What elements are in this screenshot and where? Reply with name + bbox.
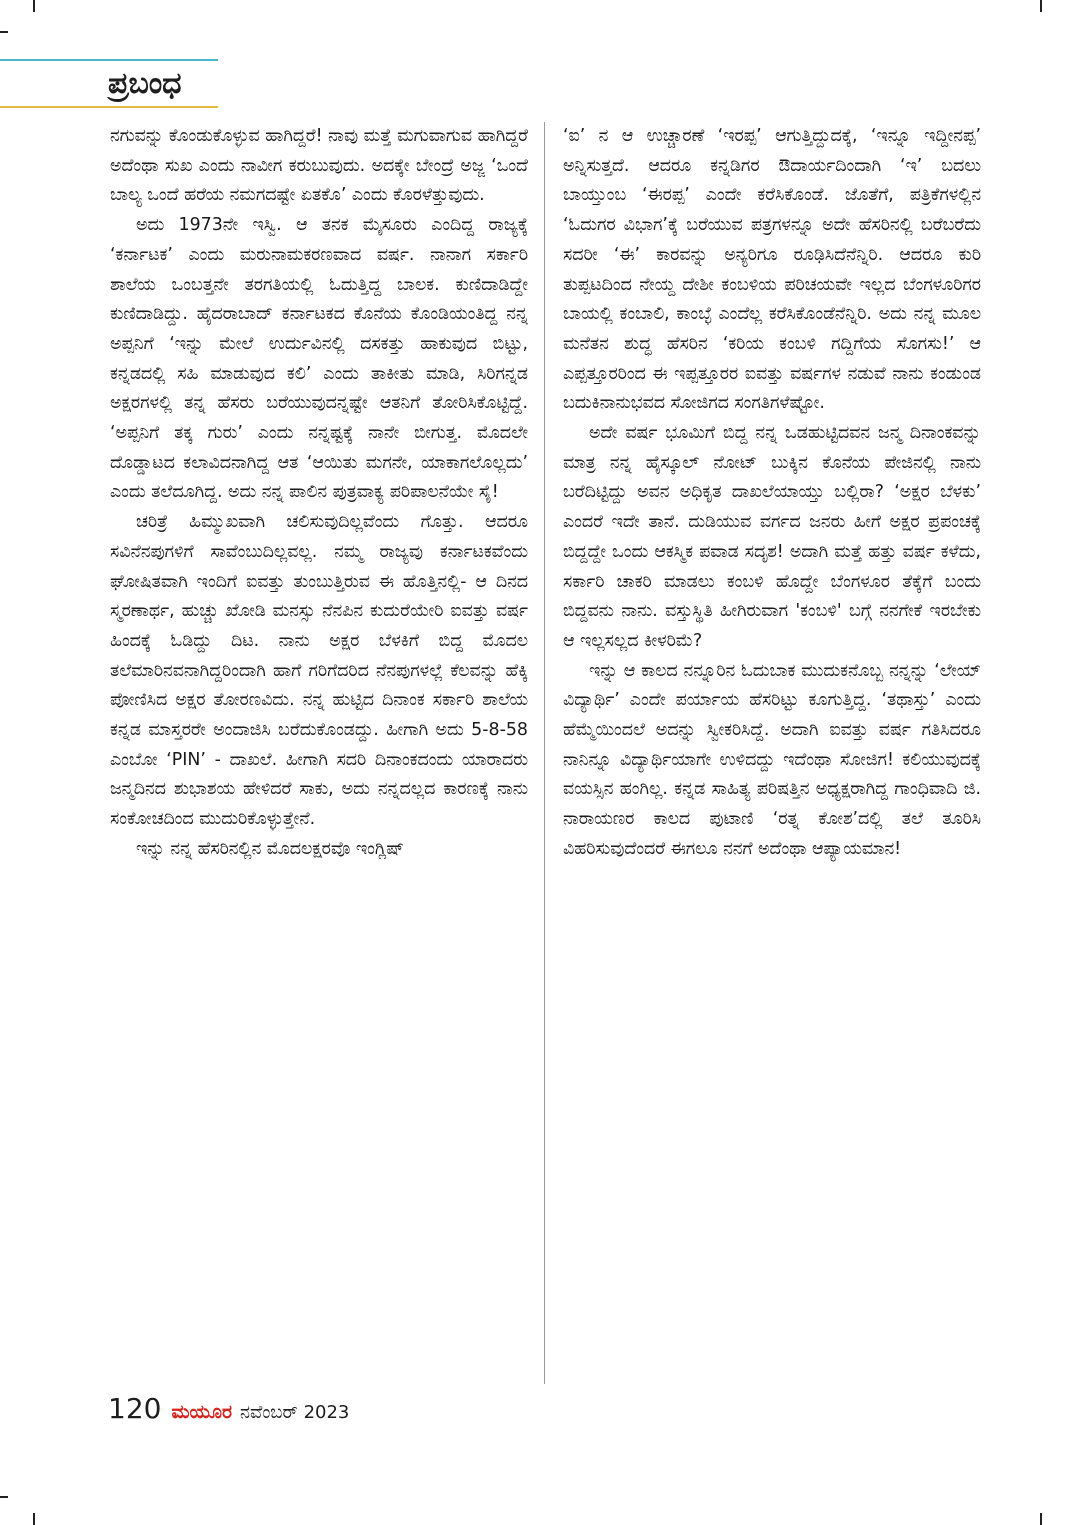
crop-mark: [0, 1496, 8, 1498]
crop-mark: [0, 31, 8, 33]
paragraph: ‘ಐ’ ನ ಆ ಉಚ್ಚಾರಣೆ ‘ಇರಪ್ಪ’ ಆಗುತ್ತಿದ್ದುದಕ್ಕೆ, ‘ಇನ್ನೂ ಇದ್ದೀನಪ್ಪ’ ಅನ್ನಿಸುತ್ತದೆ. ಆದರೂ ಕನ್ನಡಿಗರ ಔದಾರ್ಯದಿಂದಾಗಿ ‘ಇ’ ಬದಲು ಬಾಯ್ತುಂಬ ‘ಈರಪ್ಪ’ ಎಂದೇ ಕರೆಸಿಕೊಂಡೆ. ಜೊತೆಗೆ, ಪತ್ರಿಕೆಗಳಲ್ಲಿನ ‘ಓದುಗರ ವಿಭಾಗ’ಕ್ಕೆ ಬರೆಯುವ ಪತ್ರಗಳನ್ನೂ ಅದೇ ಹೆಸರಿನಲ್ಲಿ ಬರೆಬರೆದು ಸದರೀ ‘ಈ’ ಕಾರವನ್ನು ಅನ್ಯರಿಗೂ ರೂಢಿಸಿದೆನೆನ್ನಿರಿ. ಆದರೂ ಕುರಿ ತುಪ್ಪಟದಿಂದ ನೇಯ್ದ ದೇಶೀ ಕಂಬಳಿಯ ಪರಿಚಯವೇ ಇಲ್ಲದ ಬೆಂಗಳೂರಿಗರ ಬಾಯಲ್ಲಿ ಕಂಬಾಲಿ, ಕಾಂಬ್ಳೆ ಎಂದೆಲ್ಲ ಕರೆಸಿಕೊಂಡೆನೆನ್ನಿರಿ. ಅದು ನನ್ನ ಮೂಲ ಮನೆತನ ಶುದ್ಧ ಹೆಸರಿನ ‘ಕರಿಯ ಕಂಬಳಿ ಗದ್ದಿಗೆಯ ಸೊಗಸು!’ ಆ ಎಪ್ಪತ್ತೂರರಿಂದ ಈ ಇಪ್ಪತ್ತೂರರ ಐವತ್ತು ವರ್ಷಗಳ ನಡುವೆ ನಾನು ಕಂಡುಂಡ ಬದುಕಿನಾನುಭವದ ಸೋಜಿಗದ ಸಂಗತಿಗಳೆಷ್ಟೋ.: [563, 126, 981, 414]
page-number: 120: [108, 1392, 162, 1425]
section-title: ಪ್ರಬಂಧ: [108, 66, 182, 101]
top-rule: [0, 59, 218, 61]
paragraph: ಅದು 1973ನೇ ಇಸ್ವಿ. ಆ ತನಕ ಮೈಸೂರು ಎಂದಿದ್ದ ರಾಜ್ಯಕ್ಕೆ ‘ಕರ್ನಾಟಕ’ ಎಂದು ಮರುನಾಮಕರಣವಾದ ವರ್ಷ. ನಾನಾಗ ಸರ್ಕಾರಿ ಶಾಲೆಯ ಒಂಬತ್ತನೇ ತರಗತಿಯಲ್ಲಿ ಓದುತ್ತಿದ್ದ ಬಾಲಕ. ಕುಣಿದಾಡಿದ್ದೇ ಕುಣಿದಾಡಿದ್ದು. ಹೈದರಾಬಾದ್ ಕರ್ನಾಟಕದ ಕೊನೆಯ ಕೊಂಡಿಯಂತಿದ್ದ ನನ್ನ ಅಪ್ಪನಿಗೆ ‘ಇನ್ನು ಮೇಲೆ ಉರ್ದುವಿನಲ್ಲಿ ದಸಕತ್ತು ಹಾಕುವುದ ಬಿಟ್ಟು, ಕನ್ನಡದಲ್ಲಿ ಸಹಿ ಮಾಡುವುದ ಕಲಿ’ ಎಂದು ತಾಕೀತು ಮಾಡಿ, ಸಿರಿಗನ್ನಡ ಅಕ್ಷರಗಳಲ್ಲಿ ತನ್ನ ಹೆಸರು ಬರೆಯುವುದನ್ನಷ್ಟೇ ಆತನಿಗೆ ತೋರಿಸಿಕೊಟ್ಟಿದ್ದೆ. ‘ಅಪ್ಪನಿಗೆ ತಕ್ಕ ಗುರು’ ಎಂದು ನನ್ನಷ್ಟಕ್ಕೆ ನಾನೇ ಬೀಗುತ್ತ. ಮೊದಲೇ ದೊಡ್ಡಾಟದ ಕಲಾವಿದನಾಗಿದ್ದ ಆತ ‘ಆಯಿತು ಮಗನೇ, ಯಾಕಾಗಲೊಲ್ಲದು’ ಎಂದು ತಲೆದೂಗಿದ್ದ. ಅದು ನನ್ನ ಪಾಲಿನ ಪುತ್ರವಾಕ್ಯ ಪರಿಪಾಲನೆಯೇ ಸೈ!: [110, 215, 528, 503]
crop-mark: [33, 0, 35, 12]
right-column: [563, 122, 981, 865]
magazine-logo: ಮಯೂರ: [171, 1401, 233, 1423]
paragraph: ನಗುವನ್ನು ಕೊಂಡುಕೊಳ್ಳುವ ಹಾಗಿದ್ದರೆ! ನಾವು ಮತ್ತೆ ಮಗುವಾಗುವ ಹಾಗಿದ್ದರೆ ಅದೆಂಥಾ ಸುಖ ಎಂದು ನಾವೀಗ ಕರುಬುವುದು. ಅದಕ್ಕೇ ಬೇಂದ್ರೆ ಅಜ್ಜ ‘ಒಂದೆ ಬಾಲ್ಯ ಒಂದೆ ಹರೆಯ ನಮಗದಷ್ಟೇ ಏತಕೊ’ ಎಂದು ಕೊರಳೆತ್ತುವುದು.: [110, 126, 528, 206]
issue-date: ನವೆಂಬರ್ 2023: [240, 1402, 350, 1423]
left-column: [110, 122, 528, 865]
title-underline: [0, 106, 218, 108]
paragraph: ಇನ್ನು ನನ್ನ ಹೆಸರಿನಲ್ಲಿನ ಮೊದಲಕ್ಷರವೊ ಇಂಗ್ಲಿಷ್: [136, 838, 404, 859]
paragraph: ಇನ್ನು ಆ ಕಾಲದ ನನ್ನೂರಿನ ಓದುಬಾಕ ಮುದುಕನೊಬ್ಬ ನನ್ನನ್ನು ‘ಲೇಯ್ ವಿದ್ಯಾರ್ಥಿ’ ಎಂದೇ ಪರ್ಯಾಯ ಹೆಸರಿಟ್ಟು ಕೂಗುತ್ತಿದ್ದ. ‘ತಥಾಸ್ತು’ ಎಂದು ಹೆಮ್ಮೆಯಿಂದಲೆ ಅದನ್ನು ಸ್ವೀಕರಿಸಿದ್ದೆ. ಅದಾಗಿ ಐವತ್ತು ವರ್ಷ ಗತಿಸಿದರೂ ನಾನಿನ್ನೂ ವಿದ್ಯಾರ್ಥಿಯಾಗೇ ಉಳಿದದ್ದು ಇದೆಂಥಾ ಸೋಜಿಗ! ಕಲಿಯುವುದಕ್ಕೆ ವಯಸ್ಸಿನ ಹಂಗಿಲ್ಲ. ಕನ್ನಡ ಸಾಹಿತ್ಯ ಪರಿಷತ್ತಿನ ಅಧ್ಯಕ್ಷರಾಗಿದ್ದ ಗಾಂಧಿವಾದಿ ಜಿ. ನಾರಾಯಣರ ಕಾಲದ ಪುಟಾಣಿ ‘ರತ್ನ ಕೋಶ’ದಲ್ಲಿ ತಲೆ ತೂರಿಸಿ ವಿಹರಿಸುವುದೆಂದರೆ ಈಗಲೂ ನನಗೆ ಅದೆಂಥಾ ಆಪ್ಯಾಯಮಾನ!: [563, 660, 981, 859]
column-divider: [544, 122, 545, 1384]
paragraph: ಅದೇ ವರ್ಷ ಭೂಮಿಗೆ ಬಿದ್ದ ನನ್ನ ಒಡಹುಟ್ಟಿದವನ ಜನ್ಮ ದಿನಾಂಕವನ್ನು ಮಾತ್ರ ನನ್ನ ಹೈಸ್ಕೂಲ್ ನೋಟ್ ಬುಕ್ಕಿನ ಕೊನೆಯ ಪೇಜಿನಲ್ಲಿ ನಾನು ಬರೆದಿಟ್ಟಿದ್ದು ಅವನ ಅಧಿಕೃತ ದಾಖಲೆಯಾಯ್ತು ಬಲ್ಲಿರಾ? ‘ಅಕ್ಷರ ಬೆಳಕು’ ಎಂದರೆ ಇದೇ ತಾನೆ. ದುಡಿಯುವ ವರ್ಗದ ಜನರು ಹೀಗೆ ಅಕ್ಷರ ಪ್ರಪಂಚಕ್ಕೆ ಬಿದ್ದದ್ದೇ ಒಂದು ಆಕಸ್ಮಿಕ ಪವಾಡ ಸದೃಶ! ಅದಾಗಿ ಮತ್ತೆ ಹತ್ತು ವರ್ಷ ಕಳೆದು, ಸರ್ಕಾರಿ ಚಾಕರಿ ಮಾಡಲು ಕಂಬಳಿ ಹೊದ್ದೇ ಬೆಂಗಳೂರ ತೆಕ್ಕೆಗೆ ಬಂದು ಬಿದ್ದವನು ನಾನು. ವಸ್ತುಸ್ಥಿತಿ ಹೀಗಿರುವಾಗ 'ಕಂಬಳಿ' ಬಗ್ಗೆ ನನಗೇಕೆ ಇರಬೇಕು ಆ ಇಲ್ಲಸಲ್ಲದ ಕೀಳರಿಮೆ?: [563, 423, 981, 651]
crop-mark: [33, 1513, 35, 1525]
crop-mark: [1040, 0, 1042, 12]
paragraph: ಚರಿತ್ರೆ ಹಿಮ್ಮುಖವಾಗಿ ಚಲಿಸುವುದಿಲ್ಲವೆಂದು ಗೊತ್ತು. ಆದರೂ ಸವಿನೆನಪುಗಳಿಗೆ ಸಾವೆಂಬುದಿಲ್ಲವಲ್ಲ. ನಮ್ಮ ರಾಜ್ಯವು ಕರ್ನಾಟಕವೆಂದು ಘೋಷಿತವಾಗಿ ಇಂದಿಗೆ ಐವತ್ತು ತುಂಬುತ್ತಿರುವ ಈ ಹೊತ್ತಿನಲ್ಲಿ- ಆ ದಿನದ ಸ್ಮರಣಾರ್ಥ, ಹುಚ್ಚು ಖೋಡಿ ಮನಸ್ಸು ನೆನಪಿನ ಕುದುರೆಯೇರಿ ಐವತ್ತು ವರ್ಷ ಹಿಂದಕ್ಕೆ ಓಡಿದ್ದು ದಿಟ. ನಾನು ಅಕ್ಷರ ಬೆಳಕಿಗೆ ಬಿದ್ದ ಮೊದಲ ತಲೆಮಾರಿನವನಾಗಿದ್ದರಿಂದಾಗಿ ಹಾಗೆ ಗರಿಗೆದರಿದ ನೆನಪುಗಳಲ್ಲೆ ಕೆಲವನ್ನು ಹೆಕ್ಕಿ ಪೋಣಿಸಿದ ಅಕ್ಷರ ತೋರಣವಿದು. ನನ್ನ ಹುಟ್ಟಿದ ದಿನಾಂಕ ಸರ್ಕಾರಿ ಶಾಲೆಯ ಕನ್ನಡ ಮಾಸ್ತರರೇ ಅಂದಾಜಿಸಿ ಬರೆದುಕೊಂಡದ್ದು. ಹೀಗಾಗಿ ಅದು 5-8-58 ಎಂಬೋ ‘PIN’ - ದಾಖಲೆ. ಹೀಗಾಗಿ ಸದರಿ ದಿನಾಂಕದಂದು ಯಾರಾದರು ಜನ್ಮದಿನದ ಶುಭಾಶಯ ಹೇಳಿದರೆ ಸಾಕು, ಅದು ನನ್ನದಲ್ಲದ ಕಾರಣಕ್ಕೆ ನಾನು ಸಂಕೋಚದಿಂದ ಮುದುರಿಕೊಳ್ಳುತ್ತೇನೆ.: [110, 512, 528, 830]
crop-mark: [1040, 1513, 1042, 1525]
page-footer: [108, 1392, 349, 1432]
